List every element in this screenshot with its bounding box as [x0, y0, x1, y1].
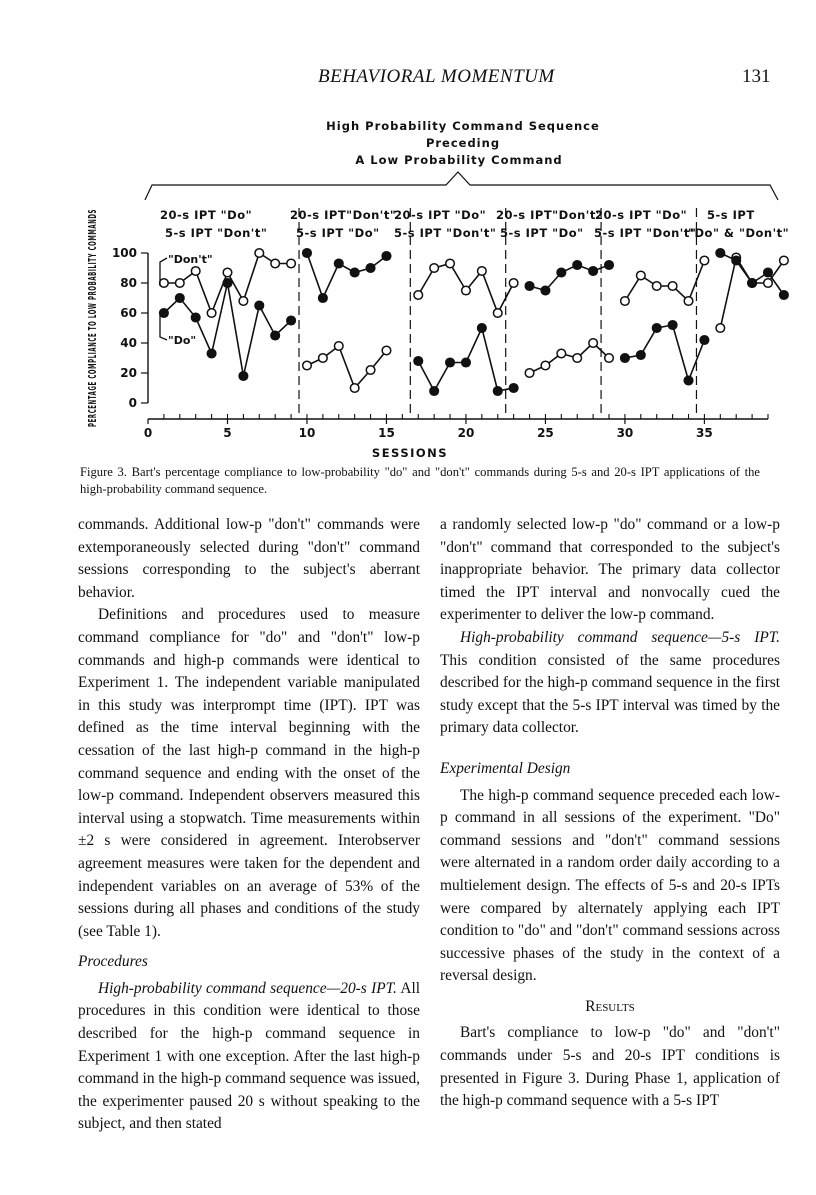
data-point-do	[621, 354, 630, 363]
data-point-do	[684, 376, 693, 385]
data-point-dont	[478, 267, 487, 276]
phase-5-label-line1: 20-s IPT "Do"	[595, 208, 688, 222]
x-tick-label: 5	[223, 426, 232, 440]
section-heading-results: Results	[585, 997, 635, 1015]
phase-1-label-line2: 5-s IPT "Don't"	[165, 226, 268, 240]
data-point-dont	[287, 259, 296, 268]
phase-brace	[145, 172, 778, 200]
data-point-do	[541, 286, 550, 295]
data-point-do	[493, 387, 502, 396]
x-tick-label: 35	[696, 426, 713, 440]
phase-2-label-line1: 20-s IPT"Don't"	[290, 208, 397, 222]
left-column	[78, 514, 420, 1136]
paragraph: Bart's compliance to low-p "do" and "don't" commands under 5-s and 20-s IPT conditions is presented in Figure 3. During Phase 1, application of the high-p command sequence with a 5-s IPT	[440, 1024, 780, 1110]
running-title: BEHAVIORAL MOMENTUM	[318, 66, 555, 87]
data-point-dont	[319, 354, 328, 363]
data-point-dont	[716, 324, 725, 333]
subheading-20s: High-probability command sequence—20-s IPT.	[98, 979, 397, 997]
page-number: 131	[742, 66, 771, 87]
figure-3	[0, 0, 816, 460]
data-point-do	[255, 301, 264, 310]
data-point-do	[319, 294, 328, 303]
paragraph: The high-p command sequence preceded each low-p command in all sessions of the experiment. "Do" command sessions and "don't" command sessions were alternated in a random order daily according to a multielement design. The effects of 5-s and 20-s IPTs were compared by alternately applying each IPT condition to "do" and "don't" command sessions across successive phases of the study in the context of a reversal design.	[440, 786, 780, 985]
data-point-dont	[764, 279, 773, 288]
data-point-dont	[557, 349, 566, 358]
data-point-do	[175, 294, 184, 303]
axes	[112, 246, 768, 440]
x-tick-label: 25	[537, 426, 554, 440]
data-point-dont	[255, 249, 264, 258]
section-heading-procedures: Procedures	[78, 953, 148, 971]
series-line	[307, 253, 386, 298]
data-point-do	[223, 279, 232, 288]
section-heading-design: Experimental Design	[440, 759, 571, 777]
data-point-dont	[414, 291, 423, 300]
x-tick-label: 20	[457, 426, 475, 440]
data-point-dont	[207, 309, 216, 318]
phase-3-label-line1: 20-s IPT "Do"	[394, 208, 487, 222]
y-tick-label: 0	[128, 396, 137, 410]
figure-caption: Figure 3. Bart's percentage compliance to low-probability "do" and "don't" commands during 5-s and 20-s IPT applications of the high-probability command sequence.	[80, 465, 760, 496]
y-tick-label: 40	[120, 336, 137, 350]
paragraph	[78, 978, 420, 1136]
data-point-do	[366, 264, 375, 273]
data-point-dont	[303, 361, 312, 370]
data-point-do	[382, 252, 391, 261]
y-tick-label: 60	[120, 306, 137, 320]
data-point-dont	[271, 259, 280, 268]
data-point-do	[764, 268, 773, 277]
data-point-do	[478, 324, 487, 333]
data-point-dont	[160, 279, 169, 288]
data-point-do	[462, 358, 471, 367]
phase-3-label-line2: 5-s IPT "Don't"	[394, 226, 497, 240]
data-point-do	[589, 267, 598, 276]
series-line	[625, 261, 704, 302]
series-label-dont-text: "Don't"	[168, 253, 213, 266]
data-point-do	[637, 351, 646, 360]
data-point-dont	[700, 256, 709, 265]
data-point-dont	[509, 279, 518, 288]
data-point-dont	[493, 309, 502, 318]
paragraph: a randomly selected low-p "do" command or a low-p "don't" command that corresponded to the subject's inappropriate behavior. The primary data collector timed the IPT interval and nonvocally cued the experimenter to deliver the low-p command.	[440, 516, 780, 624]
paragraph: commands. Additional low-p "don't" commands were extemporaneously selected during "don't" command sessions corresponding to the subject's aberrant behavior.	[78, 516, 420, 601]
data-point-dont	[334, 342, 343, 351]
data-point-do	[652, 324, 661, 333]
data-point-dont	[780, 256, 789, 265]
paragraph: Definitions and procedures used to measure command compliance for "do" and "don't" low-p commands and high-p commands were identical to Experiment 1. The independent variable manipulated in this study was interprompt time (IPT). IPT was defined as the time interval beginning with the cessation of the last high-p command in the high-p command sequence and ending with the onset of the low-p command. Independent observers measured this interval using a stopwatch. Time measurements within ±2 s were considered in agreement. Interobserver agreement measures were taken for the dependent and independent variables on an average of 53% of the sessions during all phases and conditions of the study (see Table 1).	[78, 606, 420, 940]
data-point-dont	[589, 339, 598, 348]
data-point-dont	[621, 297, 630, 306]
data-point-dont	[239, 297, 248, 306]
figure-top-label-1: High Probability Command Sequence	[326, 119, 600, 133]
data-point-do	[287, 316, 296, 325]
data-point-dont	[430, 264, 439, 273]
x-tick-label: 15	[378, 426, 395, 440]
figure-top-label-2: Preceding	[425, 136, 501, 150]
data-point-dont	[175, 279, 184, 288]
data-point-do	[509, 384, 518, 393]
x-tick-label: 10	[298, 426, 316, 440]
data-point-do	[207, 349, 216, 358]
data-point-do	[414, 357, 423, 366]
data-point-do	[446, 358, 455, 367]
phase-2-label-line2: 5-s IPT "Do"	[296, 226, 380, 240]
phase-6-label-line2: "Do" & "Don't"	[688, 226, 790, 240]
series-label-do	[160, 315, 196, 347]
paragraph-body: All procedures in this condition were identical to those described for the high-p command sequence in Experiment 1 with one exception. After the last high-p command in the high-p command sequence was issued, the experimenter paused 20 s without speaking to the subject, and then stated	[78, 979, 420, 1133]
data-point-do	[716, 249, 725, 258]
data-point-do	[573, 261, 582, 270]
y-axis-label: PERCENTAGE COMPLIANCE TO LOW PROBABILITY COMMANDS	[87, 4, 99, 427]
y-tick-label: 100	[111, 246, 137, 260]
data-point-do	[700, 336, 709, 345]
figure-top-label-3: A Low Probability Command	[355, 153, 563, 167]
data-point-do	[557, 268, 566, 277]
phase-4-label-line1: 20-s IPT"Don't"	[496, 208, 603, 222]
series-label-do-text: "Do"	[168, 334, 197, 347]
phase-5-label-line2: 5-s IPT "Don't"	[594, 226, 697, 240]
data-point-dont	[223, 268, 232, 277]
data-point-do	[271, 331, 280, 340]
data-point-dont	[462, 286, 471, 295]
data-point-do	[239, 372, 248, 381]
data-point-do	[160, 309, 169, 318]
data-point-do	[525, 282, 534, 291]
data-point-do	[191, 313, 200, 322]
paragraph-body: This condition consisted of the same procedures described for the high-p command sequence in the first study except that the 5-s IPT interval was timed by the primary data collector.	[440, 651, 780, 737]
y-tick-label: 20	[120, 366, 137, 380]
data-point-dont	[191, 267, 200, 276]
data-point-do	[732, 256, 741, 265]
data-point-do	[748, 279, 757, 288]
data-point-do	[350, 268, 359, 277]
data-point-dont	[366, 366, 375, 375]
x-tick-label: 0	[143, 426, 153, 440]
data-point-do	[605, 261, 614, 270]
data-point-do	[334, 259, 343, 268]
phase-1-label-line1: 20-s IPT "Do"	[160, 208, 253, 222]
data-point-do	[780, 291, 789, 300]
data-point-do	[303, 249, 312, 258]
data-point-dont	[446, 259, 455, 268]
series-line	[720, 258, 784, 329]
data-point-dont	[573, 354, 582, 363]
series-layer	[160, 249, 789, 396]
x-axis-label: SESSIONS	[371, 446, 449, 460]
y-tick-label: 80	[120, 276, 137, 290]
phase-6-label-line1: 5-s IPT	[707, 208, 755, 222]
right-column	[440, 514, 780, 1113]
subheading-5s: High-probability command sequence—5-s IPT.	[460, 628, 780, 646]
data-point-dont	[525, 369, 534, 378]
data-point-do	[668, 321, 677, 330]
data-point-dont	[637, 271, 646, 280]
data-point-dont	[541, 361, 550, 370]
data-point-do	[430, 387, 439, 396]
x-tick-label: 30	[616, 426, 634, 440]
data-point-dont	[668, 282, 677, 291]
data-point-dont	[684, 297, 693, 306]
data-point-dont	[605, 354, 614, 363]
data-point-dont	[652, 282, 661, 291]
paragraph	[440, 627, 780, 740]
phase-4-label-line2: 5-s IPT "Do"	[500, 226, 584, 240]
data-point-dont	[350, 384, 359, 393]
data-point-dont	[382, 346, 391, 355]
